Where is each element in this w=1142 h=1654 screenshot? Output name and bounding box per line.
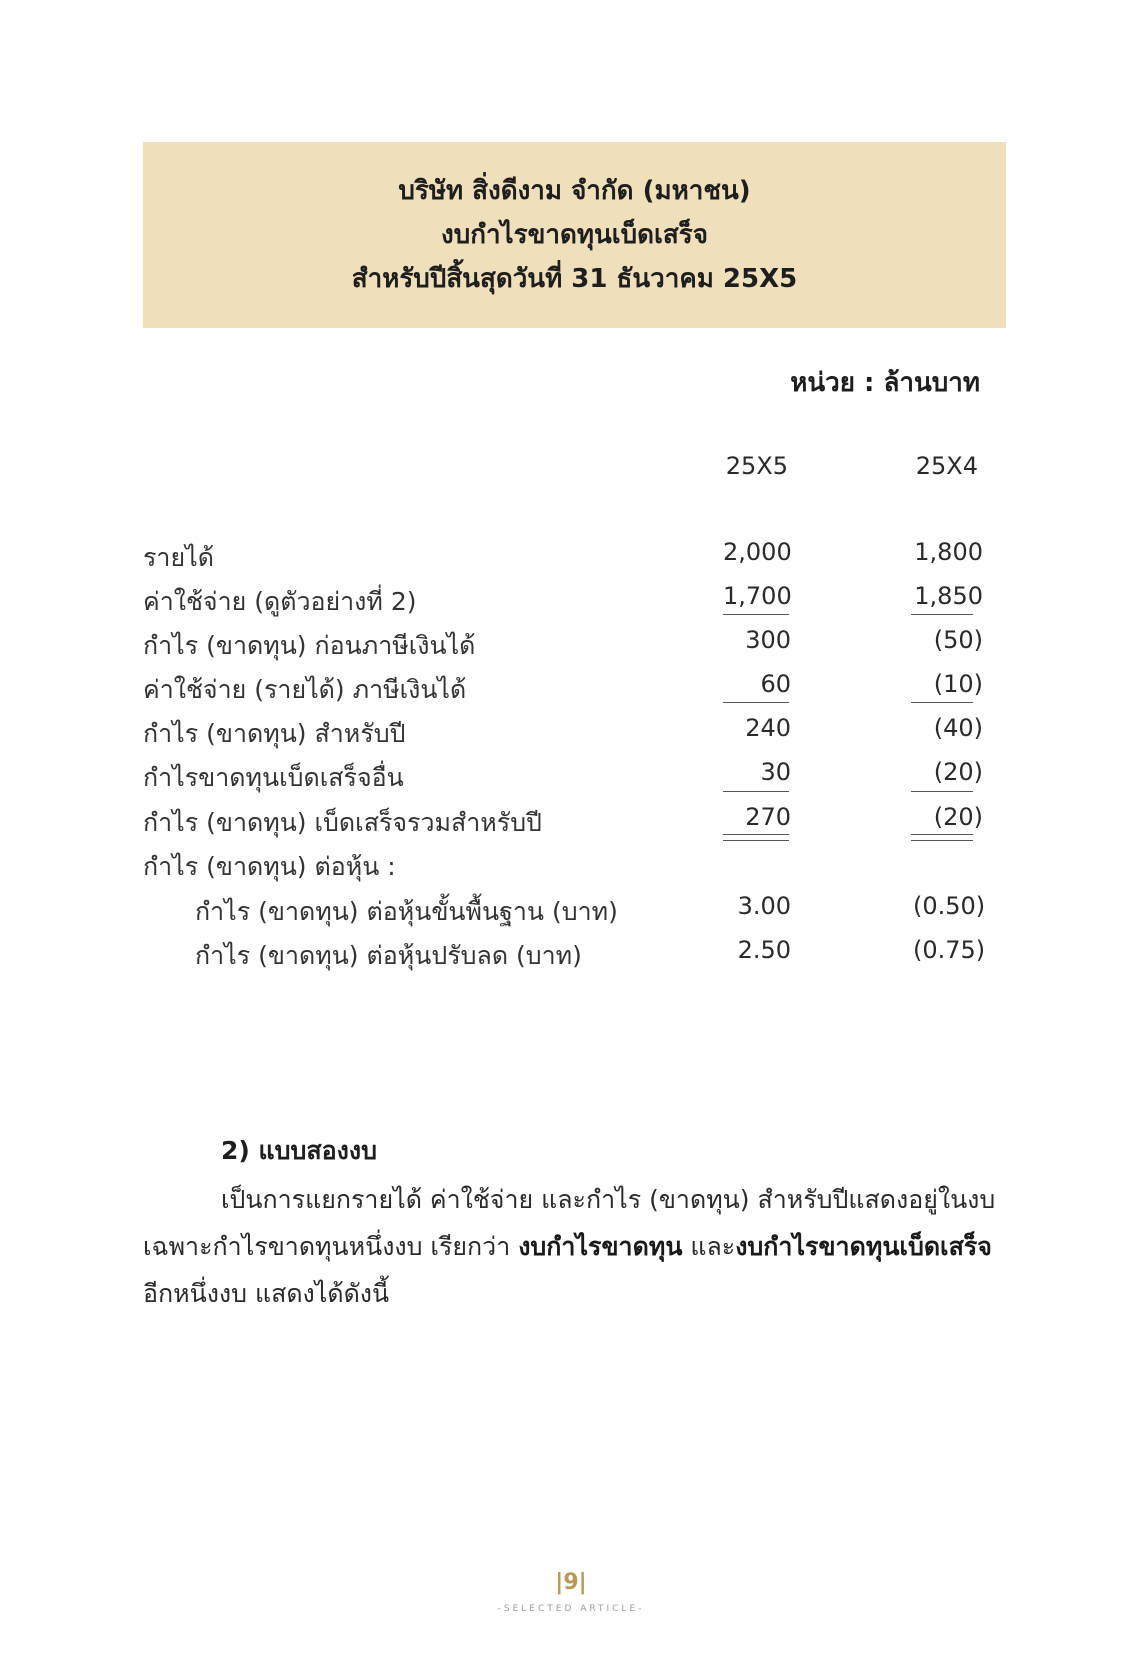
column-header-25x4: 25X4 [915, 452, 978, 480]
row-label: กำไรขาดทุนเบ็ดเสร็จอื่น [143, 763, 404, 792]
footer-tag: -SELECTED ARTICLE- [497, 1604, 645, 1614]
row-label: กำไร (ขาดทุน) เบ็ดเสร็จรวมสำหรับปี [143, 808, 542, 837]
table-row [143, 839, 983, 883]
row-label: กำไร (ขาดทุน) ต่อหุ้นขั้นพื้นฐาน (บาท) [195, 897, 618, 926]
value-25x4: (10) [933, 670, 983, 698]
row-label: กำไร (ขาดทุน) ต่อหุ้น : [143, 852, 396, 881]
table-row [143, 928, 986, 972]
table-row [143, 884, 986, 928]
table-row [143, 662, 983, 706]
table-row [143, 750, 983, 794]
statement-header [143, 142, 1006, 328]
statement-title: งบกำไรขาดทุนเบ็ดเสร็จ [441, 220, 708, 250]
underline [911, 791, 973, 792]
value-25x4: 1,800 [914, 538, 983, 566]
value-25x5: 1,700 [723, 582, 792, 610]
value-25x5: 30 [760, 758, 791, 786]
paragraph-line-3: อีกหนึ่งงบ แสดงได้ดังนี้ [143, 1279, 390, 1308]
underline [911, 702, 973, 703]
value-25x5: 2,000 [723, 538, 792, 566]
value-25x4: (50) [933, 626, 983, 654]
row-label: ค่าใช้จ่าย (รายได้) ภาษีเงินได้ [143, 675, 467, 704]
value-25x4: 1,850 [914, 582, 983, 610]
term-comprehensive-income-statement: งบกำไรขาดทุนเบ็ดเสร็จ [735, 1232, 992, 1261]
underline [723, 614, 789, 615]
value-25x4: (0.50) [913, 892, 986, 920]
row-label: กำไร (ขาดทุน) สำหรับปี [143, 719, 406, 748]
row-label: กำไร (ขาดทุน) ก่อนภาษีเงินได้ [143, 631, 476, 660]
row-label: ค่าใช้จ่าย (ดูตัวอย่างที่ 2) [143, 587, 417, 616]
underline [723, 791, 789, 792]
section-title: 2) แบบสองงบ [221, 1136, 377, 1165]
value-25x5: 2.50 [737, 936, 791, 964]
statement-period: สำหรับปีสิ้นสุดวันที่ 31 ธันวาคม 25X5 [351, 264, 798, 294]
underline [911, 614, 973, 615]
table-row [143, 530, 983, 574]
value-25x4: (20) [933, 803, 983, 831]
column-header-25x5: 25X5 [725, 452, 788, 480]
term-income-statement: งบกำไรขาดทุน [518, 1232, 683, 1261]
table-row [143, 706, 983, 750]
value-25x5: 270 [745, 803, 791, 831]
table-row [143, 618, 983, 662]
company-name: บริษัท สิ่งดีงาม จำกัด (มหาชน) [398, 176, 751, 206]
underline [723, 702, 789, 703]
value-25x5: 3.00 [737, 892, 791, 920]
value-25x5: 60 [760, 670, 791, 698]
row-label: กำไร (ขาดทุน) ต่อหุ้นปรับลด (บาท) [195, 941, 582, 970]
paragraph-text: และ [682, 1232, 736, 1261]
value-25x4: (40) [933, 714, 983, 742]
table-row [143, 795, 983, 839]
value-25x5: 300 [745, 626, 791, 654]
value-25x5: 240 [745, 714, 791, 742]
paragraph-line-1: เป็นการแยกรายได้ ค่าใช้จ่าย และกำไร (ขาดทุน) สำหรับปีแสดงอยู่ในงบ [221, 1185, 996, 1214]
paragraph-line-2 [143, 1227, 1006, 1267]
page-number: |9| [555, 1570, 587, 1595]
table-row [143, 574, 983, 618]
value-25x4: (20) [933, 758, 983, 786]
row-label: รายได้ [143, 543, 214, 572]
unit-label: หน่วย : ล้านบาท [790, 368, 980, 398]
value-25x4: (0.75) [913, 936, 986, 964]
paragraph-text: เฉพาะกำไรขาดทุนหนึ่งงบ เรียกว่า [143, 1232, 519, 1261]
